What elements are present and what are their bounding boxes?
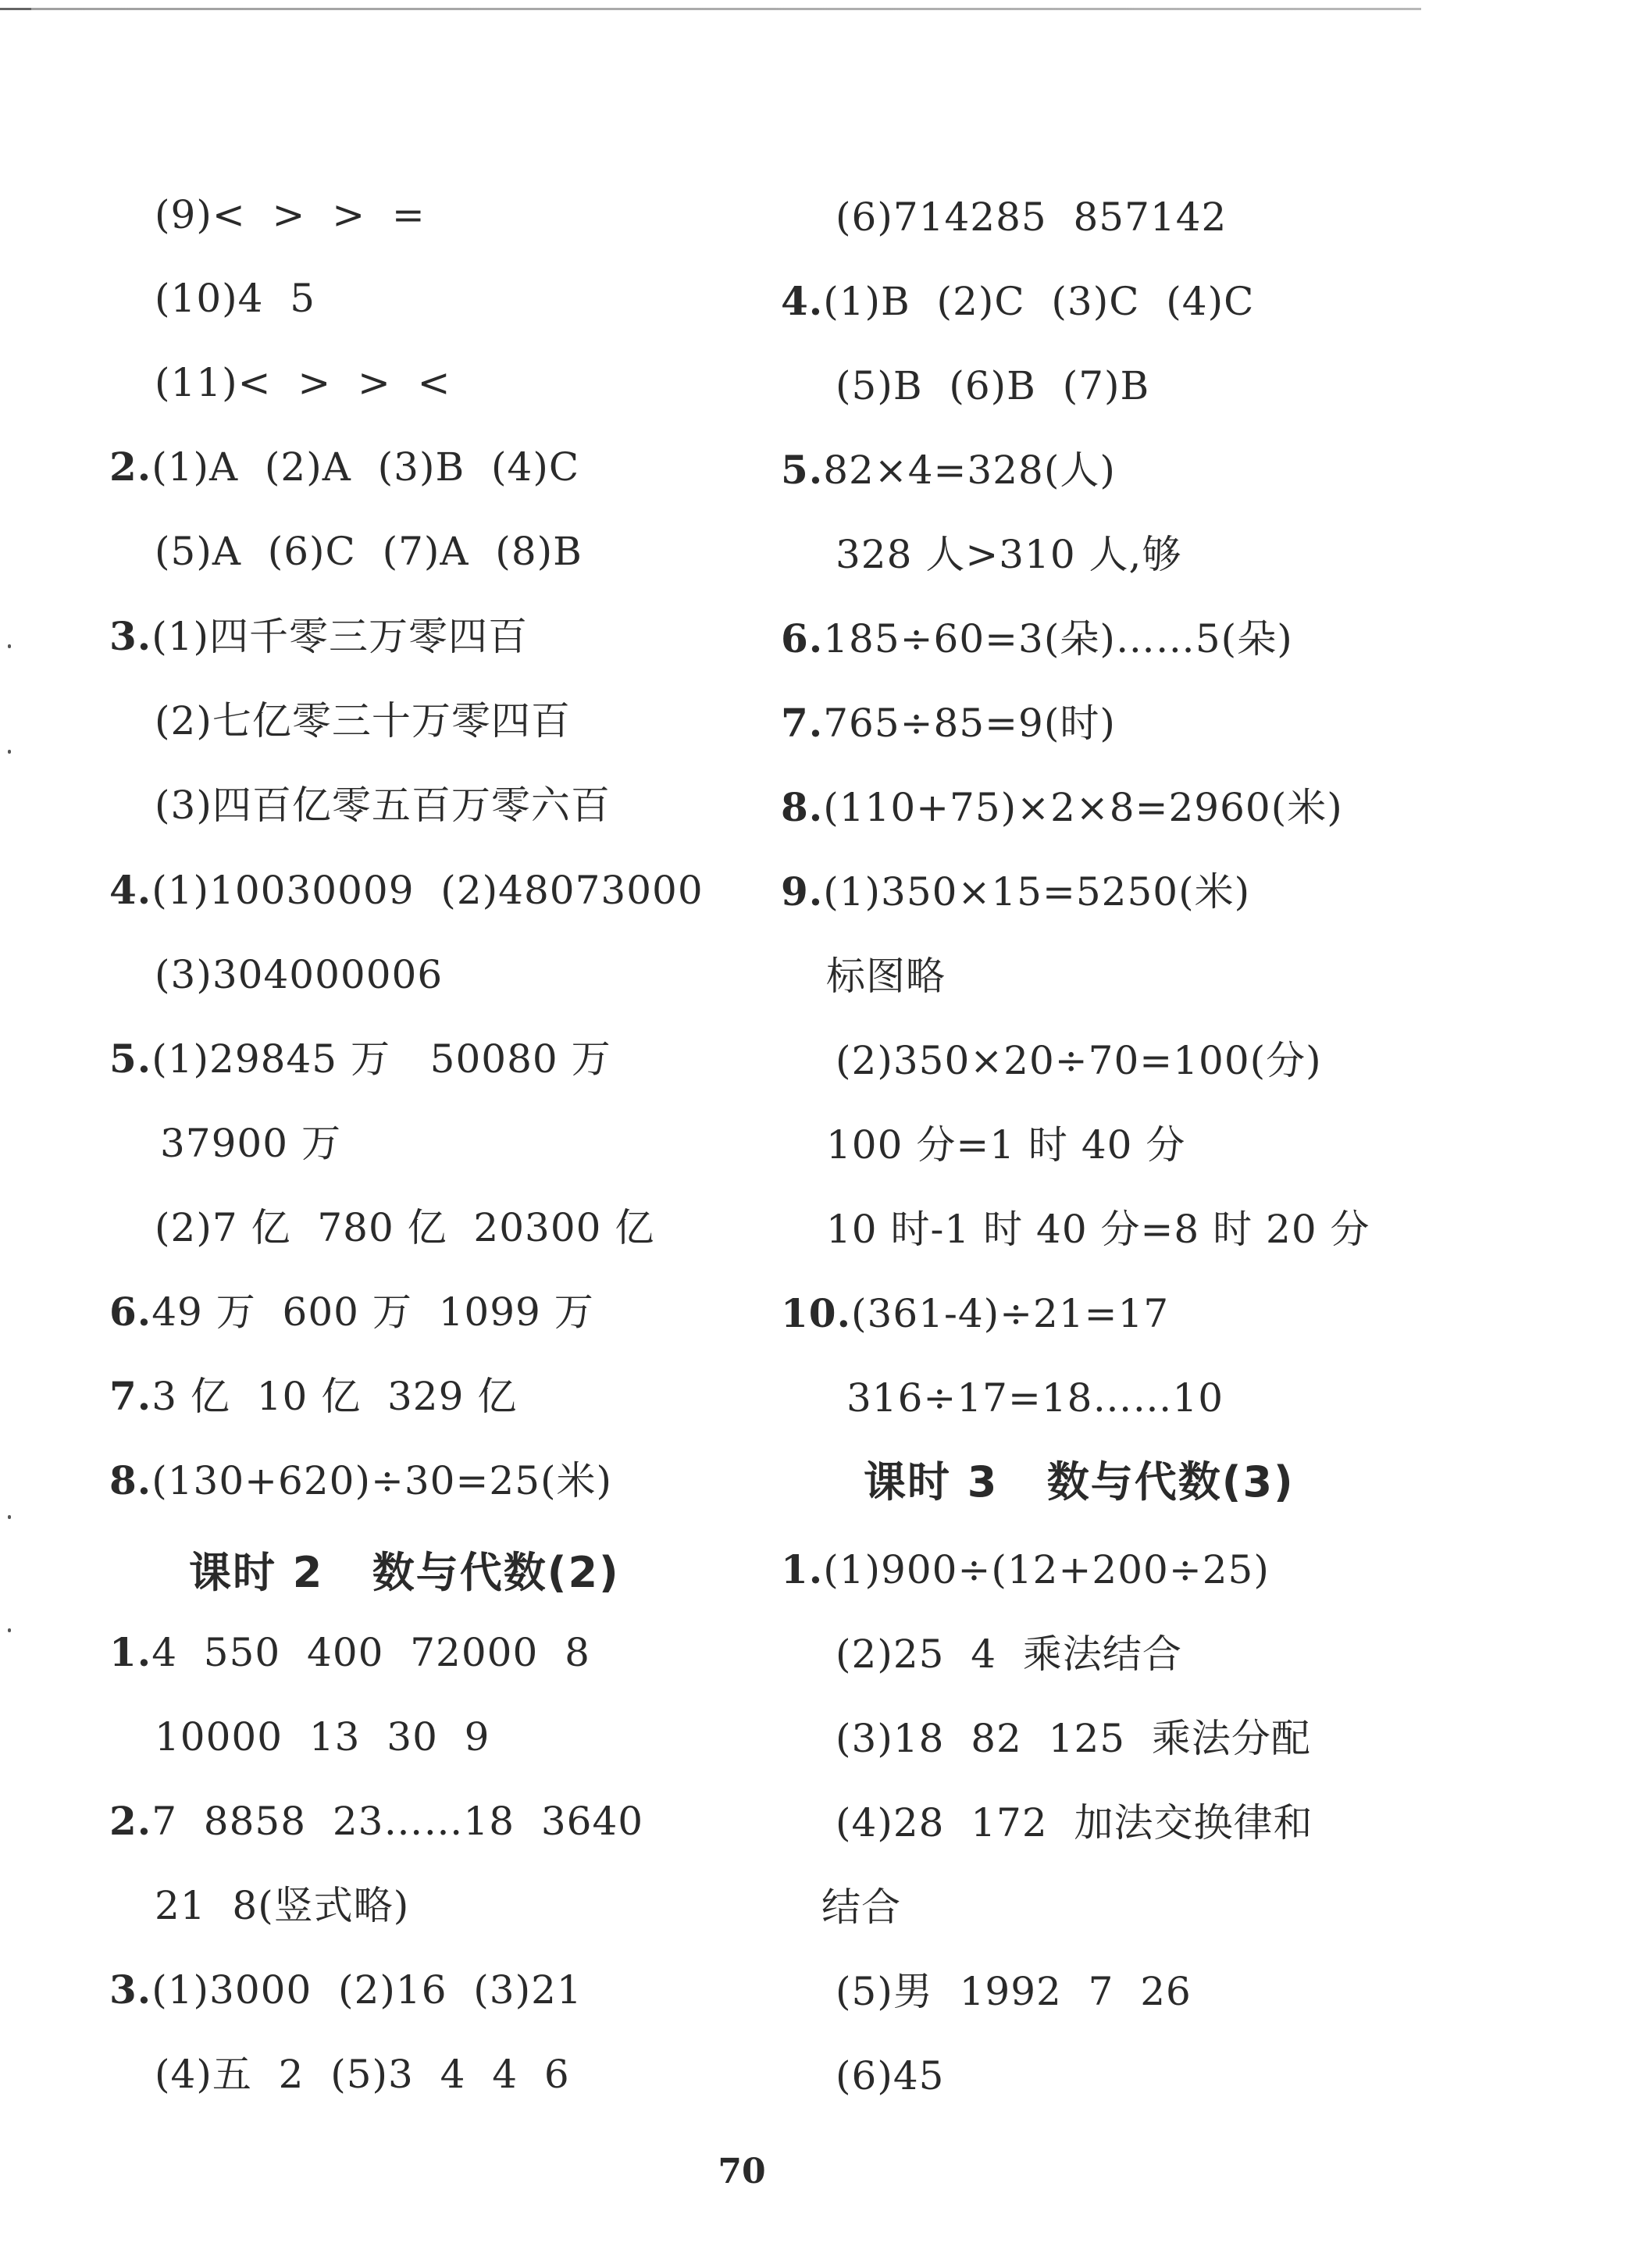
question-number: 1.: [109, 1629, 152, 1675]
answer-line: [155, 697, 571, 744]
question-number: 4.: [109, 867, 152, 913]
answer-line: [109, 1629, 590, 1676]
answer-text: (1)900÷(12+200÷25): [823, 1547, 1270, 1592]
answer-text: (3)304000006: [155, 952, 444, 997]
answer-text: (6)714285 857142: [836, 194, 1228, 240]
answer-text: (1)350×15=5250(米): [823, 869, 1251, 915]
top-rule: [0, 8, 1421, 10]
question-number: 5.: [781, 447, 824, 493]
answer-line: [821, 1884, 901, 1931]
answer-line: [155, 1713, 490, 1760]
question-number: 2.: [109, 1798, 152, 1844]
answer-text: 7 8858 23……18 3640: [151, 1799, 644, 1844]
answer-text: (9)< > > =: [155, 192, 426, 237]
section-heading: 课时 2 数与代数(2): [189, 1548, 620, 1597]
answer-line: [155, 528, 583, 575]
question-number: 4.: [781, 278, 824, 324]
answer-text: (5)B (6)B (7)B: [836, 363, 1150, 408]
answer-text: (3)18 82 125 乘法分配: [836, 1716, 1311, 1761]
answer-line: [155, 1204, 654, 1251]
answer-text: 21 8(竖式略): [155, 1883, 410, 1928]
answer-text: (1)29845 万 50080 万: [151, 1036, 611, 1082]
answer-text: 316÷17=18……10: [846, 1375, 1224, 1421]
answer-line: [781, 784, 1343, 831]
page-number: 70: [718, 2152, 766, 2191]
answer-text: 4 550 400 72000 8: [151, 1630, 590, 1675]
answer-text: (1)A (2)A (3)B (4)C: [151, 444, 580, 490]
answer-line: [155, 951, 443, 998]
answer-text: (361-4)÷21=17: [851, 1291, 1170, 1336]
question-number: 3.: [109, 613, 152, 659]
answer-text: (110+75)×2×8=2960(米): [823, 785, 1343, 830]
answer-line: [781, 615, 1293, 662]
answer-text: (1)B (2)C (3)C (4)C: [823, 279, 1255, 324]
question-number: 10.: [781, 1290, 851, 1336]
answer-line: [781, 447, 1116, 494]
scan-speck: [8, 644, 11, 648]
answer-line: [826, 953, 946, 1000]
answer-line: [836, 362, 1149, 409]
answer-text: (1)10030009 (2)48073000: [151, 868, 704, 913]
answer-line: [109, 1798, 643, 1845]
answer-text: 标图略: [826, 954, 946, 999]
answer-text: (1)3000 (2)16 (3)21: [151, 1967, 583, 2013]
answer-line: [836, 1037, 1322, 1084]
answer-line: [846, 1375, 1224, 1421]
question-number: 1.: [781, 1546, 824, 1592]
scan-speck: [8, 1628, 11, 1632]
answer-text: (11)< > > <: [155, 360, 451, 405]
question-number: 5.: [109, 1036, 152, 1082]
answer-line: [836, 531, 1181, 578]
answer-text: (4)五 2 (5)3 4 4 6: [155, 2052, 570, 2097]
answer-line: [155, 1882, 409, 1929]
answer-line: [155, 2051, 570, 2098]
answer-line: [109, 613, 528, 660]
answer-text: 结合: [821, 1885, 901, 1930]
answer-line: [155, 782, 611, 829]
answer-line: [160, 1120, 341, 1167]
answer-line: [109, 867, 704, 914]
answer-text: (10)4 5: [155, 276, 316, 321]
question-number: 8.: [781, 784, 824, 830]
answer-line: [836, 1968, 1192, 2015]
answer-text: 49 万 600 万 1099 万: [151, 1289, 594, 1335]
answer-text: 10000 13 30 9: [155, 1714, 490, 1760]
answer-line: [836, 1799, 1313, 1846]
answer-text: (2)7 亿 780 亿 20300 亿: [155, 1205, 655, 1250]
answer-line: [836, 194, 1227, 241]
answer-line: [109, 1373, 517, 1420]
answer-text: 37900 万: [160, 1121, 341, 1166]
answer-text: 765÷85=9(时): [823, 701, 1116, 746]
answer-text: 10 时-1 时 40 分=8 时 20 分: [826, 1207, 1370, 1252]
answer-line: [781, 700, 1116, 747]
scan-speck: [8, 750, 11, 754]
answer-text: (5)A (6)C (7)A (8)B: [155, 529, 583, 574]
answer-line: [826, 1122, 1185, 1168]
question-number: 7.: [109, 1373, 152, 1419]
answer-line: [836, 2052, 944, 2099]
answer-line: [781, 1290, 1169, 1337]
answer-line: [155, 191, 426, 238]
answer-text: (2)25 4 乘法结合: [836, 1631, 1182, 1677]
answer-text: (1)四千零三万零四百: [151, 614, 529, 659]
answer-line: [826, 1206, 1370, 1253]
question-number: 9.: [781, 868, 824, 915]
answer-line: [109, 444, 579, 490]
answer-line: [781, 278, 1254, 325]
answer-text: (3)四百亿零五百万零六百: [155, 783, 611, 828]
answer-line: [155, 275, 315, 322]
answer-line: [781, 868, 1250, 915]
answer-line: [109, 1457, 612, 1504]
answer-text: (2)350×20÷70=100(分): [836, 1038, 1322, 1083]
question-number: 6.: [781, 615, 824, 662]
answer-text: 185÷60=3(朵)……5(朵): [823, 616, 1293, 662]
answer-text: (2)七亿零三十万零四百: [155, 698, 571, 744]
answer-line: [109, 1036, 611, 1082]
answer-text: 100 分=1 时 40 分: [826, 1122, 1186, 1168]
answer-line: [109, 1967, 583, 2013]
answer-text: (5)男 1992 7 26: [836, 1969, 1192, 2014]
answer-text: (4)28 172 加法交换律和: [836, 1800, 1313, 1845]
question-number: 8.: [109, 1457, 152, 1503]
question-number: 3.: [109, 1967, 152, 2013]
scan-speck: [8, 1515, 11, 1519]
section-heading: 课时 3 数与代数(3): [864, 1457, 1295, 1507]
answer-text: 328 人>310 人,够: [836, 532, 1182, 577]
question-number: 6.: [109, 1289, 152, 1335]
answer-line: [109, 1289, 594, 1335]
answer-line: [836, 1715, 1311, 1762]
question-number: 2.: [109, 444, 152, 490]
answer-line: [155, 359, 451, 406]
answer-line: [781, 1546, 1270, 1593]
answer-text: (6)45: [836, 2053, 945, 2099]
question-number: 7.: [781, 700, 824, 746]
answer-text: 82×4=328(人): [823, 448, 1116, 493]
answer-text: (130+620)÷30=25(米): [151, 1458, 613, 1503]
answer-line: [836, 1631, 1182, 1678]
answer-text: 3 亿 10 亿 329 亿: [151, 1374, 518, 1419]
